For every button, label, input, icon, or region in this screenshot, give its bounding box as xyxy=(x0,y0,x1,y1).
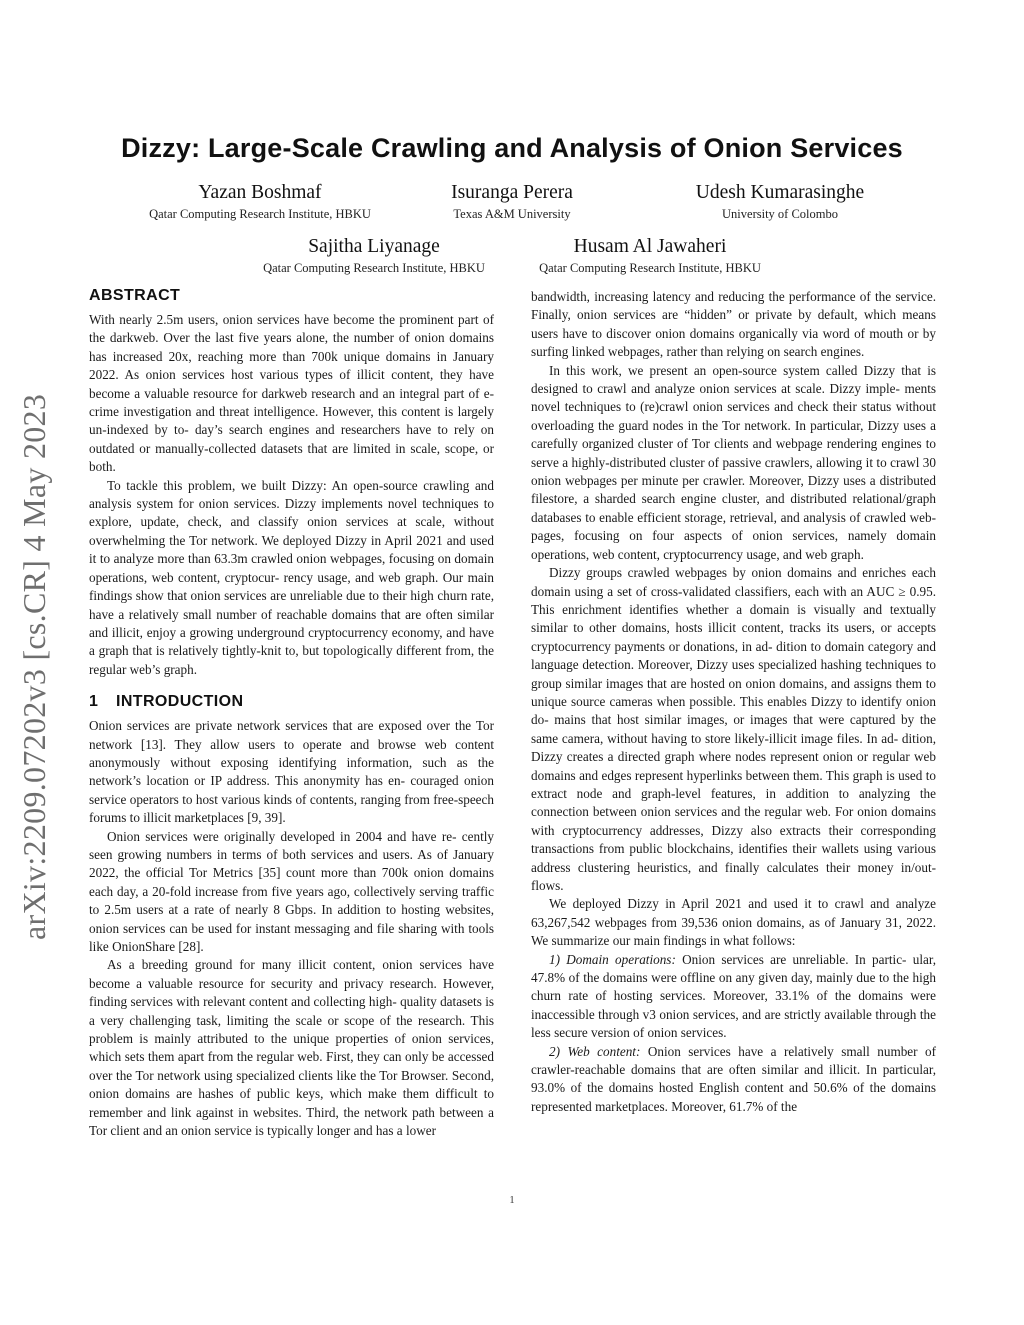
author-name: Udesh Kumarasinghe xyxy=(695,182,865,203)
left-column xyxy=(89,287,494,1140)
right-column xyxy=(531,288,936,1116)
author-affiliation: Qatar Computing Research Institute, HBKU xyxy=(149,207,371,221)
intro-paragraph: Dizzy groups crawled webpages by onion domains and enriches each domain using a set of cross-validated classifiers, each with an AUC ≥ 0.95. This enrichment identifies whether a domain is visually and textually similar to other domains, hosts illicit content, tracks its users, or accepts cryptocurrency payments or donations, in ad- dition to domain category and language detection. Moreover, Dizzy uses specialized hashing techniques to group similar images that are hosted on onion domains, and assigns them to unique source cameras when possible. This enables Dizzy to identify onion do- mains that host similar images, or images that were captured by the same camera, without having to store likely-illicit image files. In ad- dition, Dizzy creates a directed graph where nodes represent onion or regular web domains and edges represent hyperlinks between them. This graph is used to extract node and graph-level features, in addition to analyzing the connection between onion services and the regular web. For onion domains with cryptocurrency addresses, Dizzy also extracts their corresponding transactions from public blockchains, identifies their wallets using various address clustering heuristics, and finally calculates their money in/out-flows. xyxy=(531,565,936,893)
author-affiliation: Texas A&M University xyxy=(453,207,571,221)
intro-paragraph: Onion services are private network services that are exposed over the Tor network [13]. They allow users to operate and browse web content anonymously without exposing identifying information, such as the network’s location or IP address. This anonymity has en- couraged onion service operators to host various kinds of contents, ranging from free-speech forums to illicit marketplaces [9, 39]. xyxy=(89,718,494,826)
arxiv-identifier: arXiv:2209.07202v3 [cs.CR] 4 May 2023 xyxy=(16,393,52,940)
intro-paragraph: As a breeding ground for many illicit content, onion services have become a valuable resource for security and privacy research. However, finding services with relevant content and collecting high- quality datasets is a very challenging task, limiting the scale or scope of the research. This problem is mainly attributed to the unique properties of onion services, which sets them apart from the regular web. First, they can only be accessed over the Tor network using specialized clients like the Tor Browser. Second, onion domains are hashes of public keys, which make them difficult to remember and link against in websites. Third, the network path between a Tor client and an onion service is typically longer and has a lower xyxy=(89,957,494,1139)
author-affiliation: Qatar Computing Research Institute, HBKU xyxy=(539,261,761,275)
finding-paragraph xyxy=(531,1043,936,1117)
finding-text: Onion services have a relatively small number of crawler-reachable domains that are often similar and illicit. In particular, 93.0% of the domains hosted English content and 50.6% of the domains represented marketplaces. Moreover, 61.7% of the xyxy=(531,1043,936,1114)
section-number: 1 xyxy=(89,693,99,711)
author-block xyxy=(670,182,890,222)
author-name: Sajitha Liyanage xyxy=(308,236,440,257)
intro-paragraph: Onion services were originally developed in 2004 and have re- cently seen growing numbers in terms of both services and users. As of January 2022, the official Tor Metrics [35] count more than 700k onion domains each day, a 20-fold increase from five years ago, collectively serving traffic to 2.5m users at a rate of nearly 8 Gbps. In addition to hosting websites, onion services can be used for instant messaging and file sharing with tools like OnionShare [28]. xyxy=(89,828,494,954)
finding-text: Onion services are unreliable. In partic- ular, 47.8% of the domains were offline on any given day, mainly due to the high churn rate of hosting services. Moreover, 33.1% of the domains were inaccessible through v3 onion services, and are strictly available through the less secure version of onion services. xyxy=(531,951,936,1041)
paper-title: Dizzy: Large-Scale Crawling and Analysis of Onion Services xyxy=(121,133,903,163)
page-number: 1 xyxy=(509,1195,515,1206)
author-block xyxy=(392,182,632,222)
author-block xyxy=(140,182,380,222)
abstract-paragraph: To tackle this problem, we built Dizzy: An open-source crawling and analysis system for onion services. Dizzy implements novel techniques to explore, update, check, and classify onion services at scale, without overwhelming the Tor network. We deployed Dizzy in April 2021 and used it to analyze more than 63.3m crawled onion webpages, focusing on domain operations, web content, cryptocur- rency usage, and web graph. Our main findings show that onion services are unreliable due to their high churn rate, have a relatively small number of reachable domains that are often similar and illicit, enjoy a growing underground cryptocurrency economy, and have a graph that is relatively tightly-knit to, but topologically different from, the regular web’s graph. xyxy=(89,477,494,677)
intro-paragraph: In this work, we present an open-source system called Dizzy that is designed to crawl and analyze onion services at scale. Dizzy imple- ments novel techniques to (re)crawl onion services and check their status without overloading the guard nodes in the Tor network. In particular, Dizzy uses a carefully organized cluster of Tor clients and webpage rendering engines to serve a highly-distributed cluster of passive crawlers, allowing it to crawl 30 onion webpages per minute per crawler. Moreover, Dizzy uses a distributed filestore, a sharded search engine cluster, and distributed relational/graph databases to enable efficient storage, retrieval, and analysis of crawled web- pages, focusing on four aspects of onion services, namely domain operations, web content, cryptocurrency usage, and web graph. xyxy=(531,362,936,562)
author-name: Husam Al Jawaheri xyxy=(573,236,727,257)
author-affiliation: University of Colombo xyxy=(722,207,838,221)
intro-paragraph: We deployed Dizzy in April 2021 and used it to crawl and analyze 63,267,542 webpages from 39,536 onion domains, as of January 31, 2022. We summarize our main findings in what follows: xyxy=(531,896,936,949)
abstract-heading: ABSTRACT xyxy=(89,287,181,304)
finding-label: 2) Web content: xyxy=(549,1043,641,1059)
author-name: Yazan Boshmaf xyxy=(198,182,322,203)
author-block xyxy=(254,236,494,276)
author-name: Isuranga Perera xyxy=(451,182,573,203)
author-block xyxy=(530,236,770,276)
section-title: INTRODUCTION xyxy=(116,693,244,711)
intro-paragraph: bandwidth, increasing latency and reducing the performance of the service. Finally, onion services are “hidden” or private by default, which means users have to discover onion domains organically via word of mouth or by surfing linked webpages, rather than relying on search engines. xyxy=(531,289,936,360)
finding-paragraph xyxy=(531,951,936,1043)
author-affiliation: Qatar Computing Research Institute, HBKU xyxy=(263,261,485,275)
finding-label: 1) Domain operations: xyxy=(549,951,676,967)
introduction-heading xyxy=(89,693,494,711)
abstract-paragraph: With nearly 2.5m users, onion services have become the prominent part of the darkweb. Over the last five years alone, the number of onion domains has increased 20x, reaching more than 700k unique domains in January 2022. As onion services host various types of illicit content, they have become a valuable resource for darkweb research and an integral part of e-crime investigation and threat intelligence. However, this content is largely un-indexed by to- day’s search engines and researchers have to rely on outdated or manually-collected datasets that are limited in scale, scope, or both. xyxy=(89,312,494,475)
